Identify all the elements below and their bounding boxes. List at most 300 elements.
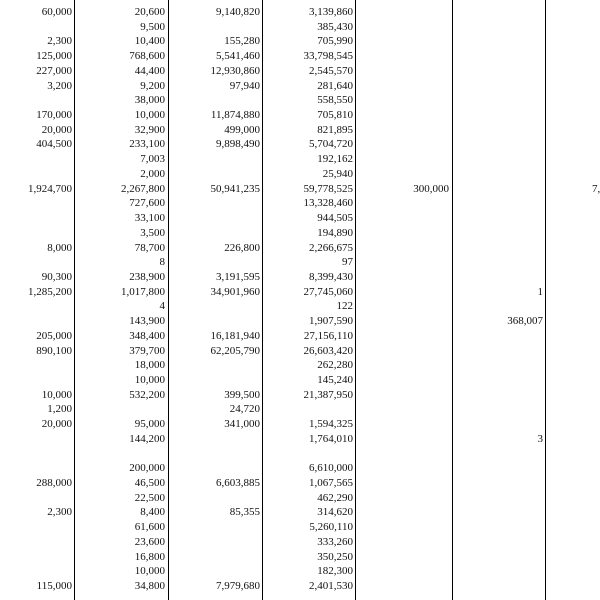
table-cell: 8,400	[140, 506, 165, 519]
table-cell: 2,401,530	[309, 580, 353, 593]
table-row	[0, 6, 600, 19]
table-cell: 348,400	[129, 329, 165, 342]
table-cell	[0, 521, 72, 534]
table-cell: 890,100	[36, 344, 72, 357]
table-cell	[0, 492, 72, 505]
table-cell: 727,600	[129, 197, 165, 210]
table-cell: 1	[537, 285, 543, 298]
table-cell: 8,000	[47, 241, 72, 254]
table-cell: 5,260,110	[309, 521, 353, 534]
table-cell: 33,100	[134, 212, 165, 225]
table-cell: 20,000	[41, 418, 72, 431]
table-cell	[358, 462, 449, 475]
table-cell: 78,700	[134, 241, 165, 254]
table-cell: 194,890	[317, 226, 353, 239]
table-row	[0, 565, 600, 578]
table-cell	[455, 521, 543, 534]
table-cell	[358, 389, 449, 402]
table-cell: 34,901,960	[210, 285, 260, 298]
table-cell	[455, 138, 543, 151]
table-row	[0, 227, 600, 240]
table-cell: 558,550	[317, 94, 353, 107]
table-cell	[358, 227, 449, 240]
table-cell	[455, 256, 543, 269]
table-row	[0, 138, 600, 151]
table-cell: 10,000	[134, 109, 165, 122]
table-cell	[548, 197, 600, 210]
table-cell: 9,140,820	[216, 6, 260, 18]
table-cell	[455, 448, 543, 461]
table-cell	[455, 271, 543, 284]
table-cell: 155,280	[224, 35, 260, 48]
table-cell	[265, 403, 353, 416]
table-cell	[548, 506, 600, 519]
table-cell	[358, 109, 449, 122]
table-row	[0, 65, 600, 78]
table-cell	[455, 359, 543, 372]
table-cell: 6,610,000	[309, 462, 353, 475]
table-cell	[170, 315, 260, 328]
table-cell	[358, 492, 449, 505]
table-cell	[358, 6, 449, 19]
table-cell: 11,874,880	[210, 109, 260, 122]
table-cell: 1,594,325	[309, 418, 353, 431]
table-cell	[358, 94, 449, 107]
table-cell: 768,600	[129, 50, 165, 63]
table-cell: 281,640	[317, 79, 353, 92]
table-cell	[358, 50, 449, 63]
table-cell: 20,000	[41, 123, 72, 136]
table-cell	[358, 374, 449, 387]
table-cell: 144,200	[129, 432, 165, 445]
table-cell	[548, 565, 600, 578]
table-cell	[0, 197, 72, 210]
table-cell	[0, 551, 72, 564]
table-cell	[170, 153, 260, 166]
table-row	[0, 374, 600, 387]
table-cell	[170, 565, 260, 578]
table-cell	[548, 315, 600, 328]
table-cell: 399,500	[224, 388, 260, 401]
table-cell	[548, 330, 600, 343]
table-cell	[548, 403, 600, 416]
table-cell	[0, 462, 72, 475]
table-row	[0, 80, 600, 93]
table-cell	[0, 227, 72, 240]
table-cell: 24,720	[229, 403, 260, 416]
table-cell: 33,798,545	[303, 50, 353, 63]
table-row	[0, 506, 600, 519]
table-row	[0, 345, 600, 358]
table-cell: 90,300	[41, 270, 72, 283]
table-row	[0, 315, 600, 328]
table-cell	[358, 197, 449, 210]
table-cell	[170, 21, 260, 34]
table-cell	[548, 227, 600, 240]
table-row	[0, 124, 600, 137]
table-cell	[170, 448, 260, 461]
table-cell	[455, 330, 543, 343]
table-cell	[358, 359, 449, 372]
table-cell: 1,017,800	[121, 285, 165, 298]
table-cell: 9,500	[140, 20, 165, 33]
table-cell: 50,941,235	[210, 182, 260, 195]
table-cell: 1,924,700	[28, 182, 72, 195]
table-cell	[358, 403, 449, 416]
table-cell	[548, 65, 600, 78]
table-cell	[77, 448, 165, 461]
table-row	[0, 389, 600, 402]
table-cell: 20,600	[134, 6, 165, 18]
table-cell	[0, 21, 72, 34]
table-cell	[358, 315, 449, 328]
table-row	[0, 168, 600, 181]
table-cell: 27,156,110	[303, 329, 353, 342]
table-row	[0, 330, 600, 343]
table-cell: 3,200	[47, 79, 72, 92]
table-cell: 10,000	[41, 388, 72, 401]
table-cell	[455, 50, 543, 63]
table-cell: 85,355	[229, 506, 260, 519]
table-cell	[548, 477, 600, 490]
table-cell: 26,603,420	[303, 344, 353, 357]
table-cell	[358, 271, 449, 284]
table-row	[0, 551, 600, 564]
table-cell: 2,300	[47, 35, 72, 48]
table-cell: 404,500	[36, 138, 72, 151]
table-cell	[548, 345, 600, 358]
table-row	[0, 21, 600, 34]
table-cell: 5,704,720	[309, 138, 353, 151]
table-row	[0, 256, 600, 269]
table-cell	[170, 197, 260, 210]
table-cell	[455, 536, 543, 549]
table-cell	[358, 65, 449, 78]
table-cell	[548, 462, 600, 475]
table-cell	[455, 153, 543, 166]
table-cell: 61,600	[134, 521, 165, 534]
table-cell: 705,810	[317, 109, 353, 122]
table-cell	[0, 448, 72, 461]
table-cell	[170, 551, 260, 564]
table-cell	[455, 124, 543, 137]
table-cell: 262,280	[317, 359, 353, 372]
table-cell	[170, 227, 260, 240]
table-cell: 115,000	[36, 580, 72, 593]
table-cell	[170, 256, 260, 269]
table-cell: 60,000	[41, 6, 72, 18]
table-cell: 2,000	[140, 167, 165, 180]
table-cell: 62,205,790	[210, 344, 260, 357]
table-cell	[358, 212, 449, 225]
table-cell	[548, 212, 600, 225]
table-cell	[548, 94, 600, 107]
table-cell: 27,745,060	[303, 285, 353, 298]
table-cell: 3,500	[140, 226, 165, 239]
table-cell	[455, 418, 543, 431]
table-cell: 13,328,460	[303, 197, 353, 210]
table-cell	[358, 124, 449, 137]
table-cell	[548, 35, 600, 48]
table-cell	[358, 551, 449, 564]
table-cell	[0, 433, 72, 446]
table-cell	[358, 286, 449, 299]
table-cell	[170, 462, 260, 475]
table-cell	[358, 153, 449, 166]
table-cell: 9,898,490	[216, 138, 260, 151]
table-cell	[455, 565, 543, 578]
table-cell: 333,260	[317, 535, 353, 548]
table-cell	[548, 521, 600, 534]
table-cell: 2,300	[47, 506, 72, 519]
table-cell: 821,895	[317, 123, 353, 136]
table-cell	[455, 35, 543, 48]
table-cell: 379,700	[129, 344, 165, 357]
table-cell: 1,200	[47, 403, 72, 416]
table-cell: 238,900	[129, 270, 165, 283]
table-cell: 300,000	[413, 182, 449, 195]
table-cell: 21,387,950	[303, 388, 353, 401]
table-cell: 8,399,430	[309, 270, 353, 283]
table-cell	[0, 168, 72, 181]
table-cell: 16,800	[134, 550, 165, 563]
table-row	[0, 212, 600, 225]
table-cell: 2,267,800	[121, 182, 165, 195]
table-cell	[455, 80, 543, 93]
table-row	[0, 462, 600, 475]
table-cell	[358, 80, 449, 93]
table-cell	[548, 109, 600, 122]
table-cell: 12,930,860	[210, 64, 260, 77]
table-cell: 97,940	[229, 79, 260, 92]
table-cell	[455, 197, 543, 210]
table-cell	[548, 448, 600, 461]
table-row	[0, 242, 600, 255]
table-cell	[0, 300, 72, 313]
table-cell: 1,067,565	[309, 477, 353, 490]
table-cell	[0, 359, 72, 372]
table-cell: 368,007	[507, 315, 543, 328]
table-cell: 1,285,200	[28, 285, 72, 298]
table-row	[0, 492, 600, 505]
table-cell: 341,000	[224, 418, 260, 431]
table-cell	[548, 21, 600, 34]
table-cell	[358, 330, 449, 343]
table-cell	[455, 492, 543, 505]
table-cell	[455, 551, 543, 564]
table-cell	[548, 359, 600, 372]
table-cell	[455, 168, 543, 181]
table-cell	[548, 124, 600, 137]
table-cell: 1,764,010	[309, 432, 353, 445]
table-cell	[265, 448, 353, 461]
table-cell	[548, 418, 600, 431]
table-cell	[170, 374, 260, 387]
table-cell	[358, 448, 449, 461]
table-cell	[455, 389, 543, 402]
table-cell	[358, 21, 449, 34]
table-cell	[0, 153, 72, 166]
table-cell	[455, 580, 543, 593]
table-cell	[358, 256, 449, 269]
table-cell	[0, 374, 72, 387]
table-cell	[455, 227, 543, 240]
table-cell	[455, 242, 543, 255]
table-cell	[0, 565, 72, 578]
table-cell	[358, 168, 449, 181]
table-cell	[548, 551, 600, 564]
table-cell	[358, 536, 449, 549]
table-cell	[455, 21, 543, 34]
table-cell: 205,000	[36, 329, 72, 342]
table-cell: 314,620	[317, 506, 353, 519]
table-cell	[455, 65, 543, 78]
table-cell	[548, 256, 600, 269]
table-cell	[548, 138, 600, 151]
table-cell: 170,000	[36, 109, 72, 122]
table-cell: 944,505	[317, 212, 353, 225]
table-cell	[358, 418, 449, 431]
table-cell: 95,000	[134, 418, 165, 431]
table-cell	[358, 477, 449, 490]
table-cell	[548, 271, 600, 284]
table-cell	[455, 6, 543, 19]
table-cell	[548, 50, 600, 63]
table-row	[0, 536, 600, 549]
table-cell	[0, 94, 72, 107]
table-cell: 192,162	[317, 153, 353, 166]
table-cell	[358, 506, 449, 519]
table-row	[0, 271, 600, 284]
table-cell	[170, 521, 260, 534]
table-cell	[358, 138, 449, 151]
table-cell: 7,	[592, 182, 600, 195]
table-row	[0, 286, 600, 299]
table-cell	[170, 433, 260, 446]
table-cell	[77, 403, 165, 416]
table-cell	[358, 521, 449, 534]
table-row	[0, 359, 600, 372]
table-cell: 385,430	[317, 20, 353, 33]
table-cell	[358, 35, 449, 48]
table-cell	[358, 242, 449, 255]
table-cell: 2,266,675	[309, 241, 353, 254]
table-cell	[455, 403, 543, 416]
table-cell	[170, 536, 260, 549]
table-cell	[0, 536, 72, 549]
table-cell	[455, 506, 543, 519]
table-cell	[358, 565, 449, 578]
table-cell: 10,000	[134, 374, 165, 386]
table-cell: 18,000	[134, 359, 165, 372]
table-cell	[170, 359, 260, 372]
table-cell	[0, 315, 72, 328]
table-cell	[455, 300, 543, 313]
table-cell: 10,400	[134, 35, 165, 48]
table-cell	[548, 580, 600, 593]
table-cell: 6,603,885	[216, 477, 260, 490]
table-cell: 34,800	[134, 580, 165, 593]
table-cell: 705,990	[317, 35, 353, 48]
table-row	[0, 580, 600, 593]
table-cell: 125,000	[36, 50, 72, 63]
table-cell: 59,778,525	[303, 182, 353, 195]
table-row	[0, 403, 600, 416]
table-cell	[548, 536, 600, 549]
table-cell: 97	[342, 256, 353, 269]
table-cell: 350,250	[317, 550, 353, 563]
table-cell	[170, 94, 260, 107]
table-cell	[0, 256, 72, 269]
table-row	[0, 94, 600, 107]
table-cell: 7,003	[140, 153, 165, 166]
table-cell	[455, 212, 543, 225]
table-cell	[358, 433, 449, 446]
table-cell	[548, 242, 600, 255]
table-row	[0, 433, 600, 446]
table-cell	[455, 462, 543, 475]
table-cell: 233,100	[129, 138, 165, 151]
table-cell	[170, 492, 260, 505]
table-row	[0, 109, 600, 122]
table-cell: 200,000	[129, 462, 165, 475]
table-cell: 288,000	[36, 477, 72, 490]
table-cell: 32,900	[134, 123, 165, 136]
table-cell	[548, 168, 600, 181]
table-cell: 46,500	[134, 477, 165, 490]
table-cell: 145,240	[317, 374, 353, 386]
table-cell	[548, 153, 600, 166]
table-cell	[455, 94, 543, 107]
table-cell	[548, 6, 600, 19]
table-cell	[548, 389, 600, 402]
table-cell	[548, 286, 600, 299]
table-cell: 25,940	[322, 167, 353, 180]
table-row	[0, 153, 600, 166]
table-cell: 3,191,595	[216, 270, 260, 283]
table-row	[0, 521, 600, 534]
table-cell: 499,000	[224, 123, 260, 136]
table-cell: 3,139,860	[309, 6, 353, 18]
table-cell	[455, 345, 543, 358]
table-cell	[358, 300, 449, 313]
table-cell: 8	[159, 256, 165, 269]
table-cell	[548, 80, 600, 93]
table-cell: 10,000	[134, 565, 165, 578]
table-cell: 182,300	[317, 565, 353, 578]
table-cell: 7,979,680	[216, 580, 260, 593]
table-cell: 44,400	[134, 64, 165, 77]
table-cell	[455, 374, 543, 387]
table-cell	[358, 580, 449, 593]
table-cell: 38,000	[134, 94, 165, 107]
table-cell	[548, 374, 600, 387]
table-cell: 5,541,460	[216, 50, 260, 63]
table-row	[0, 418, 600, 431]
table-cell: 1,907,590	[309, 315, 353, 328]
table-cell: 462,290	[317, 491, 353, 504]
table-cell	[358, 345, 449, 358]
table-cell: 3	[537, 432, 543, 445]
table-cell: 22,500	[134, 491, 165, 504]
table-cell: 4	[159, 300, 165, 313]
table-cell	[170, 212, 260, 225]
table-row	[0, 183, 600, 196]
table-row	[0, 448, 600, 461]
table-row	[0, 50, 600, 63]
table-cell: 9,200	[140, 79, 165, 92]
table-cell	[455, 183, 543, 196]
